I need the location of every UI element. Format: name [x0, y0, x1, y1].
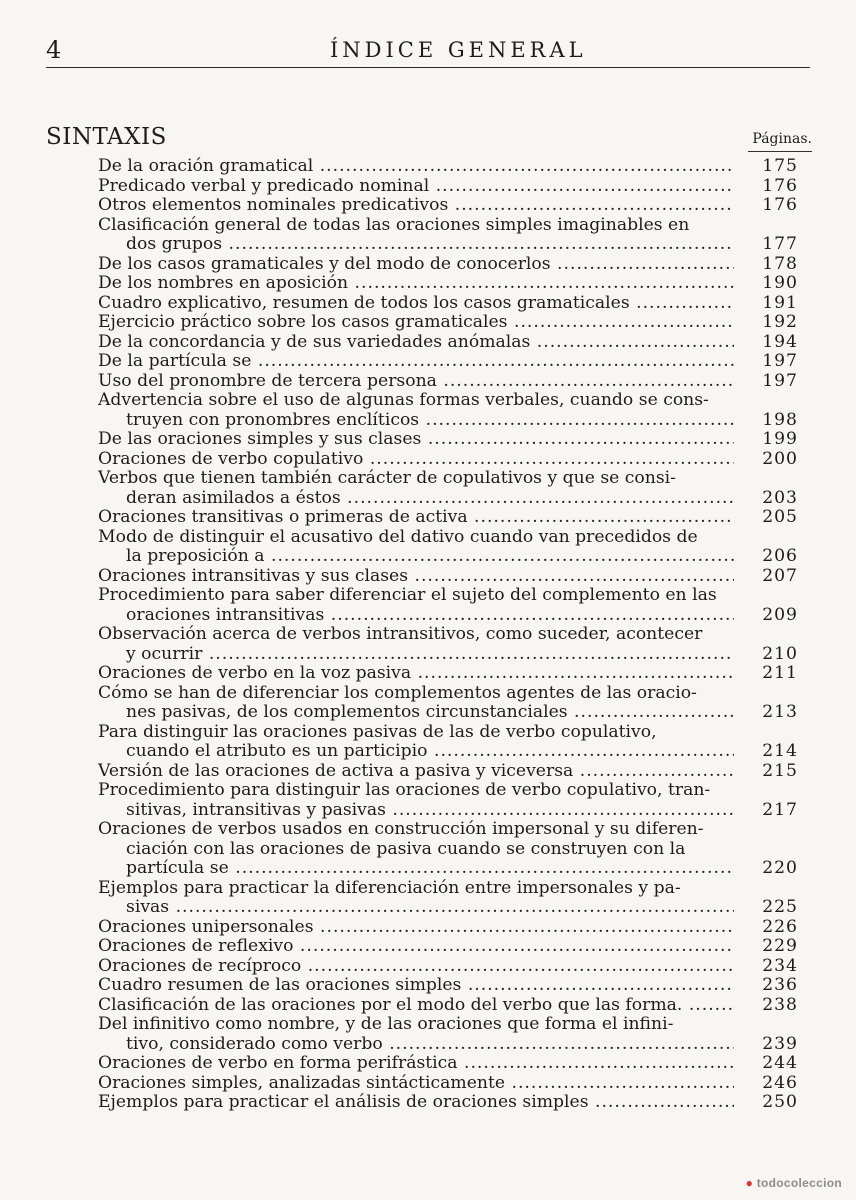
toc-entry: [98, 1054, 798, 1074]
toc-entry: [98, 1074, 798, 1094]
table-of-contents: [98, 157, 798, 1113]
toc-entry-page: 190: [762, 274, 798, 293]
toc-entry-page: 214: [762, 741, 798, 761]
toc-entry: [98, 762, 798, 782]
toc-entry-line: Oraciones de verbo en la voz pasiva .....: [98, 664, 734, 684]
toc-entry-line: dos grupos .....: [98, 235, 734, 255]
toc-entry-line: sitivas, intransitivas y pasivas .....: [98, 801, 734, 821]
toc-entry-line: Oraciones de verbos usados en construcción impersonal y su diferen-: [98, 820, 704, 839]
toc-entry: [98, 391, 798, 430]
toc-entry-page: 244: [762, 1054, 798, 1073]
toc-entry-page: 197: [762, 352, 798, 371]
toc-entry-text: [98, 1054, 734, 1074]
toc-entry-page: 177: [762, 234, 798, 254]
toc-entry-page: 229: [762, 937, 798, 956]
toc-entry: [98, 216, 798, 255]
toc-entry-text: [98, 313, 734, 333]
toc-entry-page: 205: [762, 508, 798, 527]
toc-entry-page: 176: [762, 176, 798, 196]
toc-entry-text: [98, 216, 734, 255]
toc-entry-page: 211: [762, 664, 798, 683]
toc-entry-page: 209: [762, 604, 798, 625]
toc-entry-page: 213: [762, 702, 798, 722]
toc-entry-line: Otros elementos nominales predicativos .....: [98, 196, 734, 216]
toc-entry: [98, 1093, 798, 1113]
toc-entry-text: [98, 508, 734, 528]
toc-entry-page: 236: [762, 976, 798, 995]
toc-entry-line: Predicado verbal y predicado nominal .....: [98, 177, 734, 197]
toc-entry-page: 206: [762, 546, 798, 566]
toc-entry: [98, 937, 798, 957]
section-title: SINTAXIS: [46, 124, 167, 150]
toc-entry-page: 203: [762, 487, 798, 508]
toc-entry-page: 250: [762, 1093, 798, 1112]
toc-entry-line: De la partícula se .....: [98, 352, 734, 372]
toc-entry-text: [98, 450, 734, 470]
toc-entry: [98, 313, 798, 333]
toc-entry-line: Cuadro resumen de las oraciones simples .....: [98, 976, 734, 996]
toc-entry-line: y ocurrir .....: [98, 645, 734, 665]
toc-entry-line: De las oraciones simples y sus clases .....: [98, 430, 734, 450]
toc-entry-line: De la concordancia y de sus variedades anómalas .....: [98, 333, 734, 353]
toc-entry: [98, 664, 798, 684]
toc-entry-line: Ejemplos para practicar el análisis de oraciones simples .....: [98, 1093, 734, 1113]
toc-entry-line: De los nombres en aposición .....: [98, 274, 734, 294]
toc-entry-line: Oraciones simples, analizadas sintácticamente .....: [98, 1074, 734, 1094]
pages-column-label: Páginas.: [752, 131, 812, 147]
toc-entry-text: [98, 352, 734, 372]
toc-entry: [98, 157, 798, 177]
toc-entry-line: cuando el atributo es un participio .....: [98, 742, 734, 762]
toc-entry: [98, 957, 798, 977]
toc-entry-page: 246: [762, 1073, 798, 1093]
toc-entry-line: partícula se .....: [98, 859, 734, 879]
toc-entry: [98, 352, 798, 372]
toc-entry-line: deran asimilados a éstos .....: [98, 489, 734, 509]
running-title: ÍNDICE GENERAL: [330, 38, 587, 62]
toc-entry: [98, 976, 798, 996]
toc-entry: [98, 820, 798, 879]
toc-entry-page: 238: [762, 995, 798, 1015]
toc-entry-line: Clasificación general de todas las oraciones simples imaginables en: [98, 215, 690, 235]
toc-entry-line: Observación acerca de verbos intransitivos, como suceder, acontecer: [98, 625, 703, 644]
toc-entry-text: [98, 157, 734, 177]
toc-entry-line: Del infinitivo como nombre, y de las oraciones que forma el infini-: [98, 1015, 674, 1034]
toc-entry-line: nes pasivas, de los complementos circunstanciales .....: [98, 703, 734, 723]
toc-entry-text: [98, 937, 734, 957]
toc-entry-text: [98, 976, 734, 996]
toc-entry-line: Cuadro explicativo, resumen de todos los casos gramaticales .....: [98, 294, 734, 314]
toc-entry-text: [98, 723, 734, 762]
toc-entry-page: 215: [762, 761, 798, 781]
toc-entry: [98, 450, 798, 470]
toc-entry-line: Ejemplos para practicar la diferenciación entre impersonales y pa-: [98, 878, 681, 898]
toc-entry-page: 194: [762, 332, 798, 352]
watermark-dot-icon: ●: [745, 1176, 757, 1190]
toc-entry: [98, 723, 798, 762]
toc-entry-text: [98, 664, 734, 684]
toc-entry: [98, 177, 798, 197]
toc-entry-page: 225: [762, 897, 798, 917]
toc-entry-line: la preposición a .....: [98, 547, 734, 567]
toc-entry-text: [98, 255, 734, 275]
toc-entry: [98, 918, 798, 938]
toc-entry: [98, 469, 798, 508]
toc-entry-line: Modo de distinguir el acusativo del dativo cuando van precedidos de: [98, 527, 698, 547]
toc-entry: [98, 294, 798, 314]
toc-entry: [98, 567, 798, 587]
toc-entry-page: 220: [762, 858, 798, 878]
toc-entry-page: 239: [762, 1033, 798, 1054]
toc-entry-text: [98, 528, 734, 567]
toc-entry-page: 234: [762, 956, 798, 976]
toc-entry-text: [98, 177, 734, 197]
toc-entry-line: Oraciones de recíproco .....: [98, 957, 734, 977]
toc-entry-page: 226: [762, 917, 798, 937]
toc-entry: [98, 879, 798, 918]
toc-entry-line: Clasificación de las oraciones por el modo del verbo que las forma. .....: [98, 996, 734, 1016]
toc-entry-page: 175: [762, 157, 798, 176]
toc-entry-page: 217: [762, 799, 798, 820]
pages-column-rule: [748, 151, 812, 152]
toc-entry-text: [98, 684, 734, 723]
toc-entry-line: Advertencia sobre el uso de algunas formas verbales, cuando se cons-: [98, 391, 709, 410]
toc-entry-text: [98, 1015, 734, 1054]
toc-entry-line: Oraciones de verbo en forma perifrástica .....: [98, 1054, 734, 1074]
toc-entry-line: Versión de las oraciones de activa a pasiva y viceversa .....: [98, 762, 734, 782]
watermark-text: todocoleccion: [756, 1176, 842, 1190]
toc-entry-line: Verbos que tienen también carácter de copulativos y que se consi-: [98, 469, 676, 488]
toc-entry-line: Procedimiento para distinguir las oraciones de verbo copulativo, tran-: [98, 781, 711, 800]
toc-entry-text: [98, 196, 734, 216]
toc-entry: [98, 684, 798, 723]
toc-entry-page: 199: [762, 430, 798, 449]
toc-entry: [98, 586, 798, 625]
toc-entry-text: [98, 820, 734, 879]
toc-entry-line: Oraciones unipersonales .....: [98, 918, 734, 938]
toc-entry-line: ciación con las oraciones de pasiva cuando se construyen con la: [126, 838, 686, 859]
toc-entry: [98, 333, 798, 353]
toc-entry-text: [98, 625, 734, 664]
toc-entry-line: oraciones intransitivas .....: [98, 606, 734, 626]
toc-entry-line: Oraciones transitivas o primeras de activa .....: [98, 508, 734, 528]
toc-entry-line: sivas .....: [98, 898, 734, 918]
toc-entry-line: tivo, considerado como verbo .....: [98, 1035, 734, 1055]
toc-entry-line: De los casos gramaticales y del modo de conocerlos .....: [98, 255, 734, 275]
toc-entry-line: Procedimiento para saber diferenciar el sujeto del complemento en las: [98, 586, 717, 605]
toc-entry-line: Oraciones de reflexivo .....: [98, 937, 734, 957]
toc-entry-text: [98, 567, 734, 587]
toc-entry-text: [98, 333, 734, 353]
toc-entry-page: 210: [762, 643, 798, 664]
page-number: 4: [46, 36, 63, 64]
toc-entry-page: 191: [762, 293, 798, 313]
toc-entry-text: [98, 781, 734, 820]
toc-entry-line: Oraciones intransitivas y sus clases .....: [98, 567, 734, 587]
toc-entry: [98, 1015, 798, 1054]
toc-entry-page: 207: [762, 566, 798, 586]
toc-entry-line: Para distinguir las oraciones pasivas de las de verbo copulativo,: [98, 722, 657, 742]
toc-entry-text: [98, 469, 734, 508]
toc-entry-text: [98, 762, 734, 782]
toc-entry-text: [98, 372, 734, 392]
toc-entry-text: [98, 996, 734, 1016]
toc-entry-line: Oraciones de verbo copulativo .....: [98, 450, 734, 470]
toc-entry-page: 192: [762, 313, 798, 332]
toc-entry-text: [98, 430, 734, 450]
toc-entry-line: Uso del pronombre de tercera persona .....: [98, 372, 734, 392]
toc-entry: [98, 430, 798, 450]
toc-entry-page: 178: [762, 254, 798, 274]
toc-entry-line: De la oración gramatical .....: [98, 157, 734, 177]
toc-entry-text: [98, 586, 734, 625]
toc-entry: [98, 781, 798, 820]
toc-entry-text: [98, 294, 734, 314]
toc-entry-line: Ejercicio práctico sobre los casos gramaticales .....: [98, 313, 734, 333]
toc-entry-text: [98, 274, 734, 294]
toc-entry-line: Cómo se han de diferenciar los complementos agentes de las oracio-: [98, 683, 697, 703]
toc-entry-text: [98, 957, 734, 977]
toc-entry-text: [98, 1074, 734, 1094]
toc-entry-text: [98, 918, 734, 938]
toc-entry-page: 200: [762, 449, 798, 469]
watermark: [746, 1176, 842, 1190]
toc-entry-page: 198: [762, 409, 798, 430]
toc-entry: [98, 625, 798, 664]
toc-entry: [98, 196, 798, 216]
toc-entry: [98, 528, 798, 567]
toc-entry: [98, 996, 798, 1016]
toc-entry: [98, 274, 798, 294]
toc-entry-text: [98, 879, 734, 918]
toc-entry-page: 176: [762, 196, 798, 215]
toc-entry-line: truyen con pronombres enclíticos .....: [98, 411, 734, 431]
toc-entry-page: 197: [762, 371, 798, 391]
header-rule: [46, 67, 810, 68]
toc-entry: [98, 255, 798, 275]
toc-entry: [98, 372, 798, 392]
toc-entry: [98, 508, 798, 528]
toc-entry-text: [98, 391, 734, 430]
toc-entry-text: [98, 1093, 734, 1113]
